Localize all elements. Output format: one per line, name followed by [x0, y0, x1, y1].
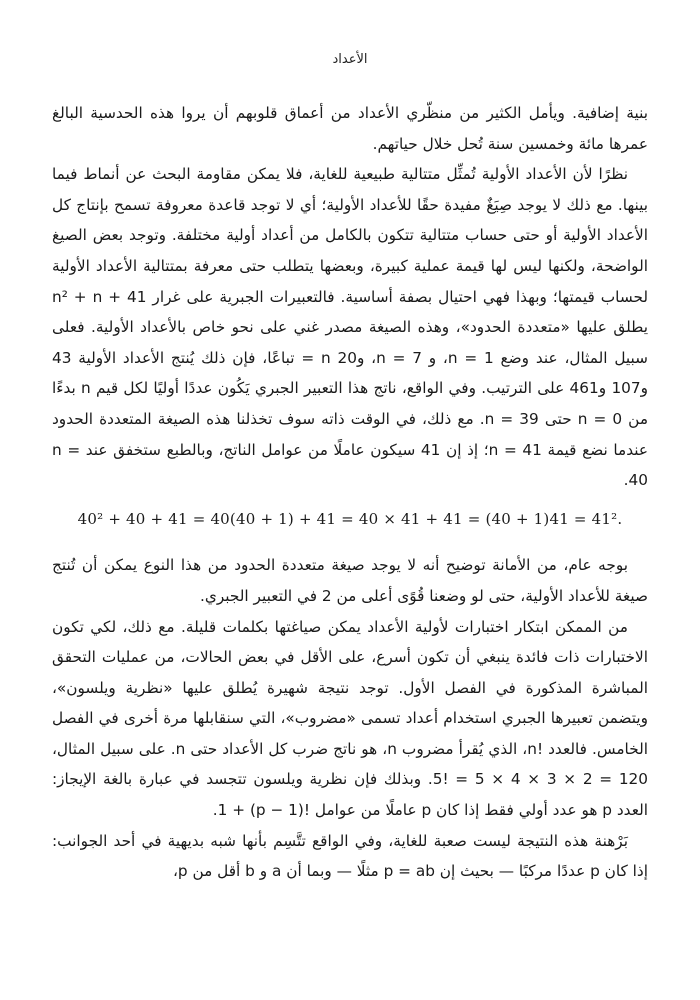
display-equation: 40² + 40 + 41 = 40(40 + 1) + 41 = 40 × 41 + 41 = (40 + 1)41 = 41².: [77, 509, 623, 528]
page-body: [52, 98, 648, 887]
paragraph-1: بنية إضافية. ويأمل الكثير من منظّري الأعداد من أعماق قلوبهم أن يروا هذه الحدسية البالغ عمرها مائة وخمسين سنة تُحل خلال حياتهم.: [52, 104, 648, 153]
paragraph-3: بوجه عام، من الأمانة توضيح أنه لا يوجد صيغة متعددة الحدود من هذا النوع يمكن أن تُنتج صيغة للأعداد الأولية، حتى لو وضعنا قُوًى أعلى من 2 في التعبير الجبري.: [52, 556, 648, 605]
paragraph-4: من الممكن ابتكار اختبارات لأولية الأعداد يمكن صياغتها بكلمات قليلة. مع ذلك، لكي تكون الاختبارات ذات فائدة ينبغي أن تكون أسرع، على الأقل في بعض الحالات، من عمليات التحقق المباشرة المذكورة في الفصل الأول. توجد نتيجة شهيرة يُطلق عليها «نظرية ويلسون»، ويتضمن تعبيرها الجبري استخدام أعداد تسمى «مضروب»، التي سنقابلها مرة أخرى في الفصل الخامس. فالعدد !n، الذي يُقرأ مضروب n، هو ناتج ضرب كل الأعداد حتى n. على سبيل المثال، 120 = 2 × 3 × 4 × 5 = !5. وبذلك فإن نظرية ويلسون تتجسد في عبارة بالغة الإيجاز: العدد p هو عدد أولي فقط إذا كان p عاملًا من عوامل !(p − 1) + 1.: [52, 617, 649, 820]
paragraph-2: نظرًا لأن الأعداد الأولية تُمثِّل متتالية طبيعية للغاية، فلا يمكن مقاومة البحث عن أنماط فيما بينها. مع ذلك لا يوجد صِيَغٌ مفيدة حقًا للأعداد الأولية؛ أي لا توجد قاعدة معروفة تسمح بإنتاج كل الأعداد الأولية أو حتى حساب متتالية تتكون بالكامل من أعداد أولية مختلفة. وتوجد بعض الصيغ الواضحة، ولكنها ليس لها قيمة عملية كبيرة، وبعضها يتطلب حتى معرفة بمتتالية الأعداد الأولية لحساب قيمتها؛ وبهذا فهي احتيال بصفة أساسية. فالتعبيرات الجبرية على غرار n² + n + 41 يطلق عليها «متعددة الحدود»، وهذه الصيغة مصدر غني على نحو خاص بالأعداد الأولية. فعلى سبيل المثال، عند وضع n = 1، و n = 7، و20 n = تباعًا، فإن ذلك يُنتج الأعداد الأولية 43 و107 و461 على الترتيب. وفي الواقع، ناتج هذا التعبير الجبري يَكُون عددًا أوليًا لكل قيم n بدءًا من n = 0 حتى n = 39. مع ذلك، في الوقت ذاته سوف تخذلنا هذه الصيغة المتعددة الحدود عندما نضع قيمة n = 41؛ إذ إن 41 سيكون عاملًا من عوامل الناتج، وبالطبع ستخفق عند n = 40.: [52, 165, 649, 490]
running-header: الأعداد: [332, 52, 368, 67]
paragraph-5: بَرْهنة هذه النتيجة ليست صعبة للغاية، وفي الواقع تتَّسِم بأنها شبه بديهية في أحد الجوانب: إذا كان p عددًا مركبًا — بحيث إن p = ab مثلًا — وبما أن a و b أقل من p،: [52, 831, 648, 881]
